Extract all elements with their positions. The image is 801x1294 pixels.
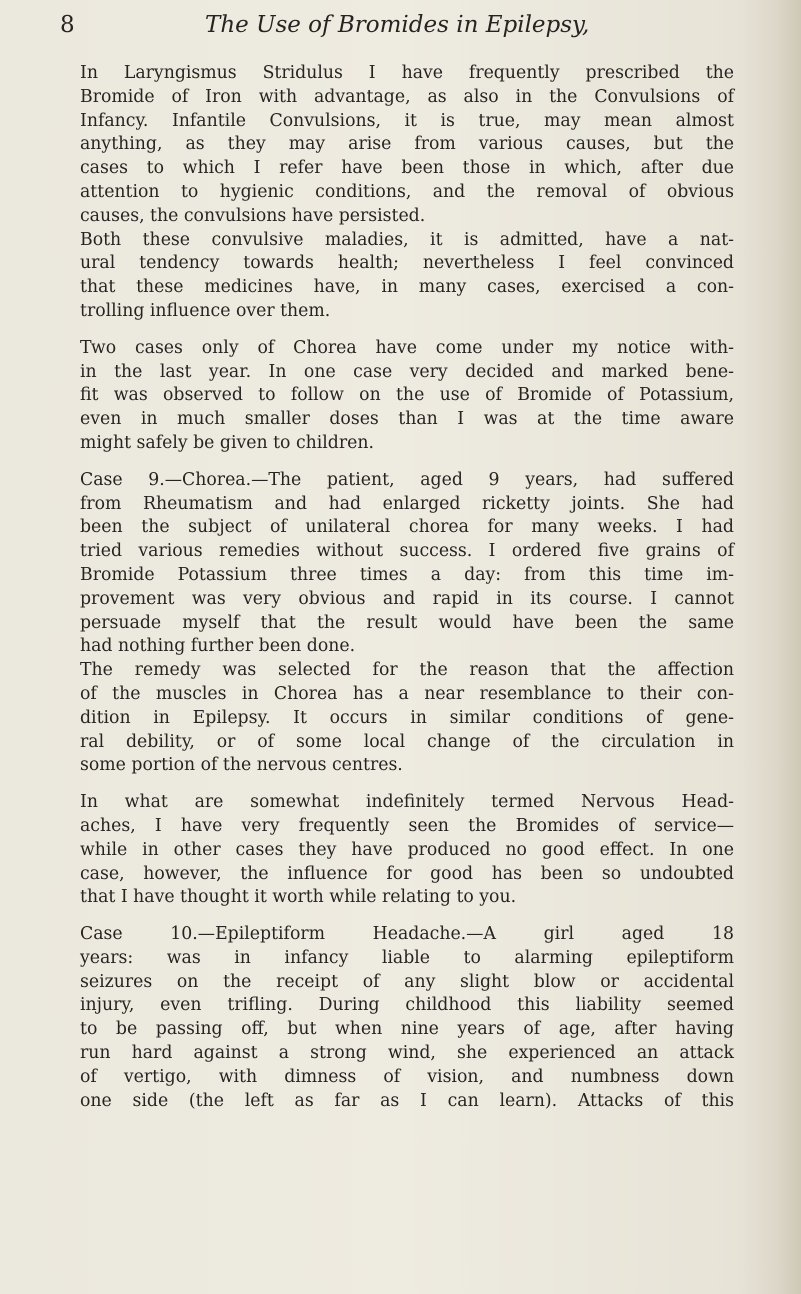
paragraph-nervous-headaches xyxy=(58,791,734,910)
text-line: dition in Epilepsy. It occurs in similar conditions of gene- xyxy=(80,707,734,728)
text-line: fit was observed to follow on the use of Bromide of Potassium, xyxy=(80,385,734,406)
text-line: even in much smaller doses than I was at the time aware xyxy=(80,409,734,430)
paragraph-chorea xyxy=(58,337,734,456)
text-line: cases to which I refer have been those in which, after due xyxy=(80,158,734,179)
body-text xyxy=(58,62,734,1113)
text-line: years: was in infancy liable to alarming epileptiform xyxy=(80,947,734,968)
text-line: trolling influence over them. xyxy=(80,300,331,321)
text-line: while in other cases they have produced no good effect. In one xyxy=(80,839,734,860)
paragraph-case-9 xyxy=(58,469,734,778)
text-line: been the subject of unilateral chorea for many weeks. I had xyxy=(80,517,734,538)
text-line: of the muscles in Chorea has a near resemblance to their con- xyxy=(80,683,734,704)
text-line: Bromide Potassium three times a day: from this time im- xyxy=(80,564,734,585)
text-line: provement was very obvious and rapid in its course. I cannot xyxy=(80,588,734,609)
page-number: 8 xyxy=(60,12,75,38)
text-line: in the last year. In one case very decided and marked bene- xyxy=(80,361,734,382)
text-line: persuade myself that the result would have been the same xyxy=(80,612,734,633)
text-line: from Rheumatism and had enlarged ricketty joints. She had xyxy=(80,493,734,514)
text-line: case, however, the influence for good has been so undoubted xyxy=(80,863,734,884)
running-title: The Use of Bromides in Epilepsy, xyxy=(205,12,590,38)
text-line: aches, I have very frequently seen the Bromides of service— xyxy=(80,815,734,836)
text-line: ral debility, or of some local change of the circulation in xyxy=(80,731,734,752)
text-line: In what are somewhat indefinitely termed Nervous Head- xyxy=(80,792,734,813)
text-line: Infancy. Infantile Convulsions, it is true, may mean almost xyxy=(80,110,734,131)
paragraph-case-10 xyxy=(58,923,734,1113)
text-line: Both these convulsive maladies, it is admitted, have a nat- xyxy=(80,229,734,250)
text-line: Case 10.—Epileptiform Headache.—A girl aged 18 xyxy=(80,924,734,945)
text-line: tried various remedies without success. I ordered five grains of xyxy=(80,541,734,562)
text-line: Bromide of Iron with advantage, as also in the Convulsions of xyxy=(80,86,734,107)
text-line: Two cases only of Chorea have come under my notice with- xyxy=(80,337,734,358)
text-line: some portion of the nervous centres. xyxy=(80,755,403,776)
text-line: one side (the left as far as I can learn). Attacks of this xyxy=(80,1090,734,1111)
text-line: run hard against a strong wind, she experienced an attack xyxy=(80,1043,734,1064)
text-line: seizures on the receipt of any slight blow or accidental xyxy=(80,971,734,992)
text-line: ural tendency towards health; nevertheless I feel convinced xyxy=(80,253,734,274)
text-line: injury, even trifling. During childhood this liability seemed xyxy=(80,995,734,1016)
paragraph-laryngismus xyxy=(58,62,734,324)
text-line: In Laryngismus Stridulus I have frequently prescribed the xyxy=(80,63,734,83)
text-line: anything, as they may arise from various causes, but the xyxy=(80,134,734,155)
text-line: that these medicines have, in many cases, exercised a con- xyxy=(80,277,734,298)
text-line: might safely be given to children. xyxy=(80,432,374,453)
text-line: attention to hygienic conditions, and the removal of obvious xyxy=(80,181,734,202)
text-line: had nothing further been done. xyxy=(80,636,356,657)
text-line: Case 9.—Chorea.—The patient, aged 9 years, had suffered xyxy=(80,469,734,490)
text-line: causes, the convulsions have persisted. xyxy=(80,205,426,226)
text-line: The remedy was selected for the reason that the affection xyxy=(80,660,734,681)
text-line: of vertigo, with dimness of vision, and numbness down xyxy=(80,1066,734,1087)
text-line: to be passing off, but when nine years of age, after having xyxy=(80,1019,734,1040)
page-header xyxy=(60,8,750,44)
text-line: that I have thought it worth while relating to you. xyxy=(80,887,517,908)
